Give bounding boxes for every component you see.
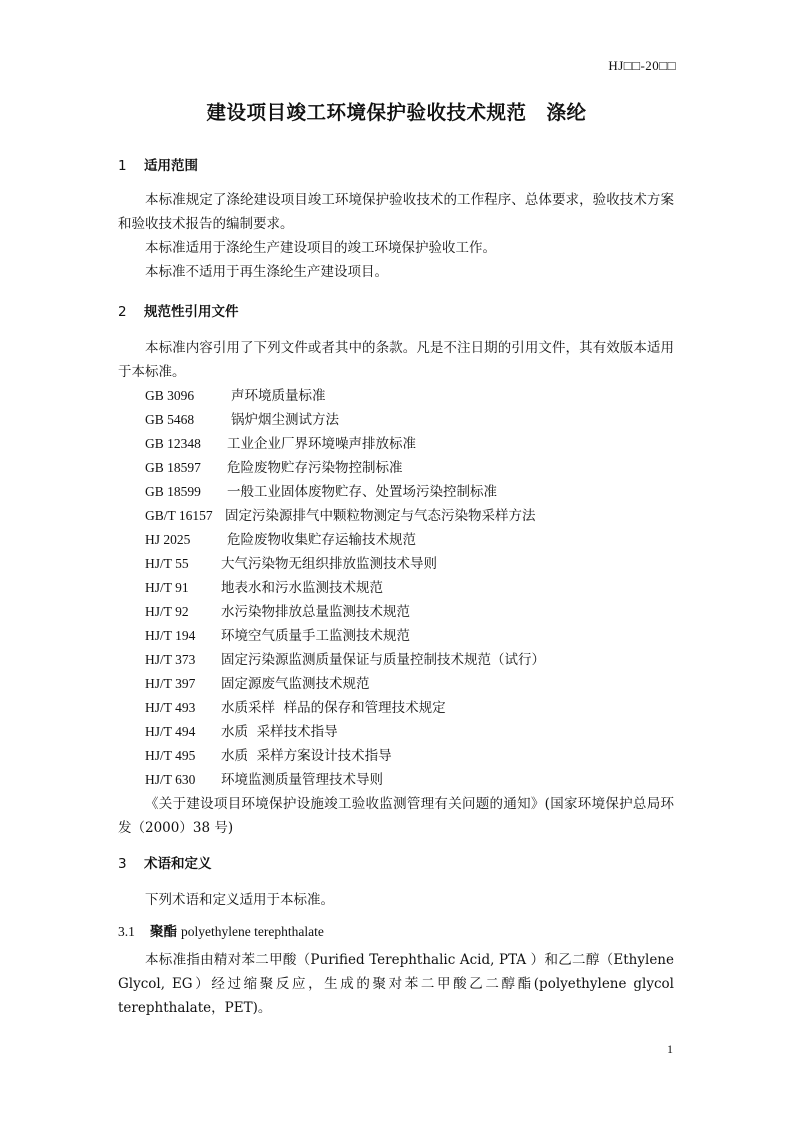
page-number: 1 [667, 1042, 673, 1056]
term-name-en: polyethylene terephthalate [181, 924, 324, 939]
reference-code: HJ/T 495 [145, 748, 196, 763]
reference-code: HJ/T 630 [145, 772, 196, 787]
reference-title: 水质 采样技术指导 [221, 724, 338, 740]
reference-title: 水污染物排放总量监测技术规范 [221, 604, 410, 620]
reference-item [145, 504, 536, 528]
reference-code: HJ/T 397 [145, 676, 196, 691]
reference-title: 大气污染物无组织排放监测技术导则 [221, 556, 437, 572]
reference-item [145, 624, 410, 648]
reference-code: HJ/T 194 [145, 628, 196, 643]
reference-code: GB 5468 [145, 412, 195, 427]
section-number: 2 [118, 304, 127, 320]
section-title: 规范性引用文件 [144, 304, 239, 320]
reference-item [145, 480, 497, 504]
section-number: 1 [118, 158, 127, 174]
reference-item [145, 528, 416, 552]
reference-title: 固定污染源排气中颗粒物测定与气态污染物采样方法 [225, 508, 536, 524]
reference-title: 一般工业固体废物贮存、处置场污染控制标准 [227, 484, 497, 500]
reference-code: HJ/T 373 [145, 652, 196, 667]
reference-title: 固定污染源监测质量保证与质量控制技术规范（试行） [221, 652, 545, 668]
reference-title: 声环境质量标准 [231, 388, 326, 404]
reference-code: GB 12348 [145, 436, 201, 451]
reference-code: HJ/T 493 [145, 700, 196, 715]
paragraph: 本标准规定了涤纶建设项目竣工环境保护验收技术的工作程序、总体要求，验收技术方案和验收技术报告的编制要求。 [118, 192, 674, 232]
reference-item [145, 768, 383, 792]
reference-code: GB 18597 [145, 460, 201, 475]
reference-code: HJ/T 55 [145, 556, 189, 571]
section-1-heading [118, 154, 198, 174]
reference-title: 工业企业厂界环境噪声排放标准 [227, 436, 416, 452]
term-name-zh: 聚酯 [150, 924, 177, 940]
paragraph: 下列术语和定义适用于本标准。 [145, 892, 334, 908]
reference-item [145, 456, 403, 480]
reference-code: HJ/T 92 [145, 604, 189, 619]
term-heading [118, 920, 324, 940]
section-title: 术语和定义 [144, 856, 212, 872]
reference-code: GB/T 16157 [145, 508, 213, 523]
section-number: 3 [118, 856, 127, 872]
paragraph: 本标准不适用于再生涤纶生产建设项目。 [145, 264, 388, 280]
term-definition: 本标准指由精对苯二甲酸（Purified Terephthalic Acid, PTA ）和乙二醇（Ethylene Glycol, EG）经过缩聚反应，生成的聚对苯二甲酸乙二醇酯(polyethylene glycol terephthalate，PET)。 [118, 952, 674, 1016]
reference-title: 水质 采样方案设计技术指导 [221, 748, 392, 764]
paragraph: 本标准适用于涤纶生产建设项目的竣工环境保护验收工作。 [145, 240, 496, 256]
reference-title: 水质采样 样品的保存和管理技术规定 [221, 700, 446, 716]
reference-code: GB 3096 [145, 388, 195, 403]
document-code: HJ□□-20□□ [608, 58, 676, 73]
document-title: 建设项目竣工环境保护验收技术规范 涤纶 [206, 101, 587, 124]
reference-code: HJ 2025 [145, 532, 191, 547]
paragraph: 本标准内容引用了下列文件或者其中的条款。凡是不注日期的引用文件，其有效版本适用于本标准。 [118, 340, 674, 380]
reference-code: HJ/T 91 [145, 580, 189, 595]
reference-item [145, 648, 545, 672]
reference-title: 地表水和污水监测技术规范 [221, 580, 383, 596]
section-3-heading [118, 852, 212, 872]
reference-item [145, 408, 339, 432]
reference-item [145, 576, 383, 600]
reference-item [145, 720, 338, 744]
reference-code: HJ/T 494 [145, 724, 196, 739]
reference-title: 危险废物收集贮存运输技术规范 [227, 532, 416, 548]
reference-item [145, 432, 416, 456]
reference-title: 危险废物贮存污染物控制标准 [227, 460, 403, 476]
term-number: 3.1 [118, 924, 135, 939]
reference-code: GB 18599 [145, 484, 201, 499]
reference-item [145, 672, 370, 696]
reference-title: 环境监测质量管理技术导则 [221, 772, 383, 788]
reference-item [145, 384, 326, 408]
reference-item [145, 600, 410, 624]
reference-item [145, 552, 437, 576]
reference-item [145, 744, 392, 768]
section-2-heading [118, 300, 239, 320]
reference-title: 固定源废气监测技术规范 [221, 676, 370, 692]
reference-title: 环境空气质量手工监测技术规范 [221, 628, 410, 644]
paragraph: 《关于建设项目环境保护设施竣工验收监测管理有关问题的通知》(国家环境保护总局环发（2000）38 号) [118, 796, 674, 836]
reference-item [145, 696, 446, 720]
section-title: 适用范围 [144, 158, 198, 174]
reference-title: 锅炉烟尘测试方法 [231, 412, 339, 428]
